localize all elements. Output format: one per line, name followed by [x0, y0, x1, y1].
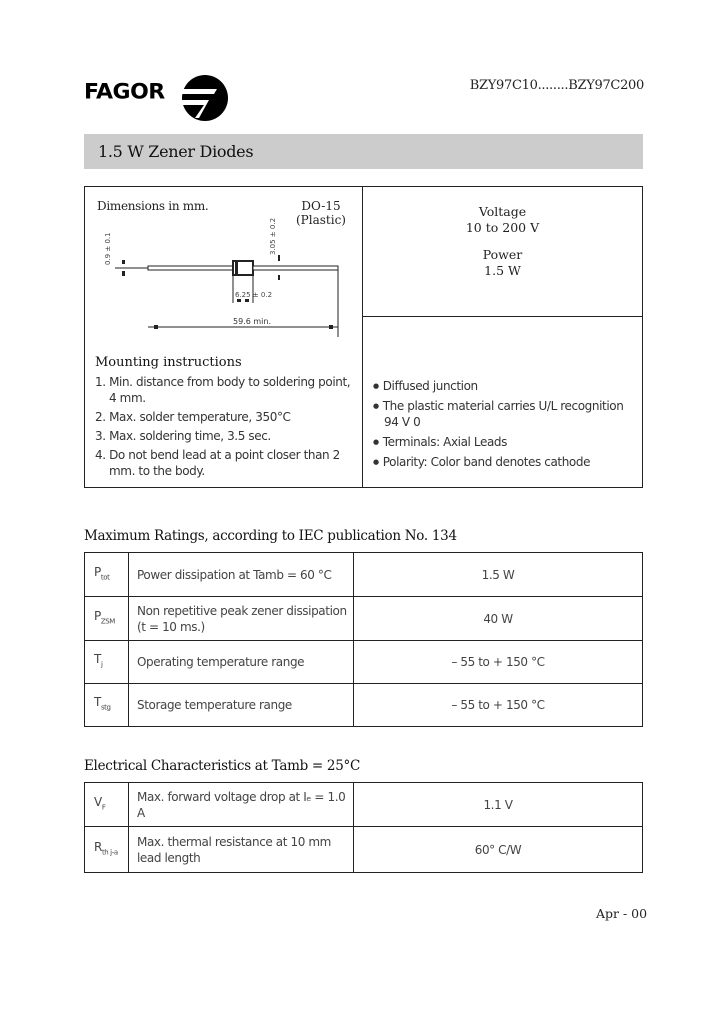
- box-divider-horizontal: [362, 316, 643, 317]
- mounting-item: 3. Max. soldering time, 3.5 sec.: [95, 429, 271, 443]
- table-row: [85, 783, 643, 827]
- diode-dimension-diagram: [100, 215, 360, 340]
- mounting-item: 1. Min. distance from body to soldering point, 4 mm.: [95, 375, 351, 405]
- max-ratings-title: Maximum Ratings, according to IEC publication No. 134: [84, 528, 457, 544]
- description-cell: Max. forward voltage drop at Iₑ = 1.0 A: [129, 783, 354, 827]
- svg-text:59.6 min.: 59.6 min.: [233, 317, 271, 326]
- value-cell: 1.5 W: [354, 553, 643, 597]
- voltage-label: Voltage: [478, 204, 527, 219]
- mounting-item: 2. Max. solder temperature, 350°C: [95, 410, 291, 424]
- mounting-instructions-list: [95, 374, 360, 482]
- table-row: [85, 827, 643, 873]
- description-cell: Non repetitive peak zener dissipation (t = 10 ms.): [129, 597, 354, 641]
- table-row: [85, 684, 643, 727]
- features-list: [373, 378, 638, 474]
- max-ratings-table: [84, 552, 643, 727]
- feature-item: ● Polarity: Color band denotes cathode: [373, 454, 638, 470]
- symbol-cell: $V_F$: [85, 783, 129, 827]
- mounting-instructions-title: Mounting instructions: [95, 355, 242, 370]
- feature-item: ● The plastic material carries U/L recognition 94 V 0: [373, 398, 638, 430]
- description-cell: Max. thermal resistance at 10 mm lead length: [129, 827, 354, 873]
- table-row: [85, 597, 643, 641]
- electrical-characteristics-table: [84, 782, 643, 873]
- package-type: (Plastic): [296, 213, 346, 227]
- brand-logo-text: FAGOR: [84, 80, 165, 105]
- symbol-cell: $T_{stg}$: [85, 684, 129, 727]
- table-row: [85, 553, 643, 597]
- power-spec: [362, 247, 643, 279]
- feature-item: ● Diffused junction: [373, 378, 638, 394]
- value-cell: – 55 to + 150 °C: [354, 684, 643, 727]
- value-cell: 1.1 V: [354, 783, 643, 827]
- voltage-spec: [362, 204, 643, 236]
- value-cell: 40 W: [354, 597, 643, 641]
- table-row: [85, 641, 643, 684]
- package-name: DO-15: [301, 199, 341, 213]
- svg-text:3.05 ± 0.2: 3.05 ± 0.2: [269, 217, 277, 255]
- power-value: 1.5 W: [484, 263, 521, 278]
- document-title-bar: [84, 134, 643, 169]
- description-cell: Operating temperature range: [129, 641, 354, 684]
- value-cell: 60° C/W: [354, 827, 643, 873]
- description-cell: Storage temperature range: [129, 684, 354, 727]
- symbol-cell: $P_{tot}$: [85, 553, 129, 597]
- svg-text:6.25 ± 0.2: 6.25 ± 0.2: [235, 291, 273, 299]
- mounting-item: 4. Do not bend lead at a point closer than 2 mm. to the body.: [95, 448, 340, 478]
- symbol-cell: $T_j$: [85, 641, 129, 684]
- value-cell: – 55 to + 150 °C: [354, 641, 643, 684]
- voltage-value: 10 to 200 V: [465, 220, 540, 235]
- electrical-characteristics-title: Electrical Characteristics at Tamb = 25°C: [84, 758, 360, 774]
- description-cell: Power dissipation at Tamb = 60 °C: [129, 553, 354, 597]
- power-label: Power: [482, 247, 523, 262]
- part-number-range: BZY97C10........BZY97C200: [469, 78, 644, 93]
- dimensions-label: Dimensions in mm.: [97, 199, 209, 213]
- svg-text:0.9 ± 0.1: 0.9 ± 0.1: [104, 232, 112, 265]
- document-title: 1.5 W Zener Diodes: [98, 142, 254, 161]
- document-date: Apr - 00: [596, 906, 648, 921]
- fagor-logo-icon: [177, 74, 229, 122]
- symbol-cell: $P_{ZSM}$: [85, 597, 129, 641]
- feature-item: ● Terminals: Axial Leads: [373, 434, 638, 450]
- symbol-cell: $R_{th j-a}$: [85, 827, 129, 873]
